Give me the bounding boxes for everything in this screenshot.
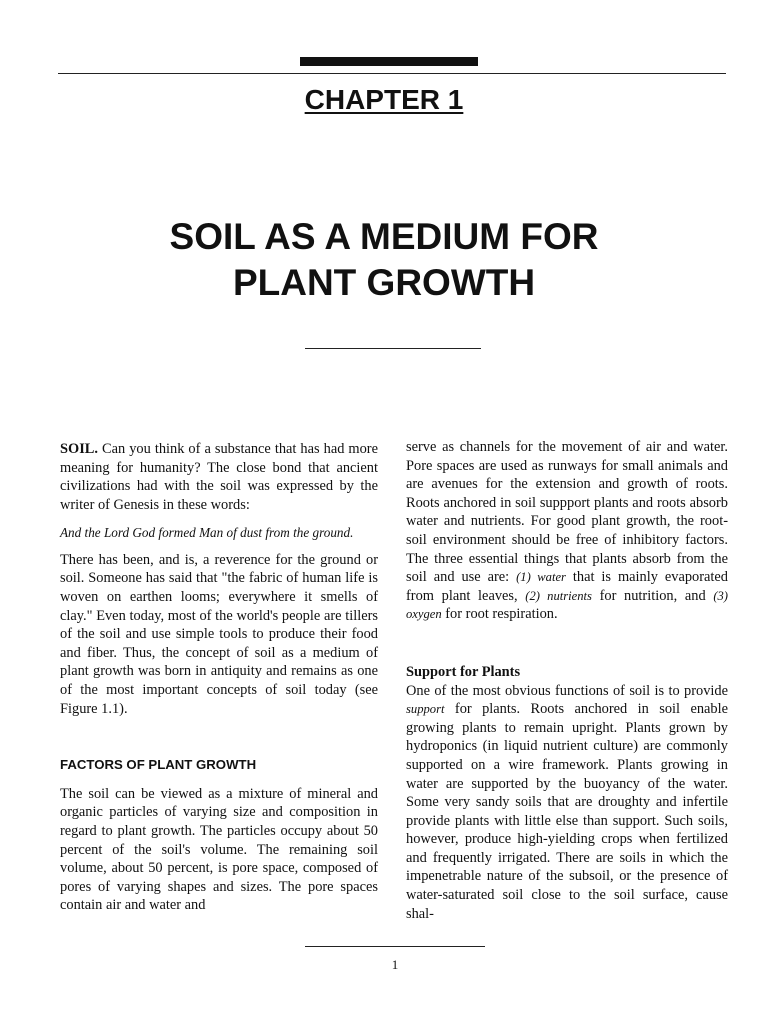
pore-space-text: serve as channels for the movement of air and water. Pore spaces are used as runways for small animals and are avenues for the extension and growth of roots. Roots anchored in soil suppport plants and roots absorb water and nutrients. For good plant growth, the root-soil environment should be free of inhibitory factors. The three essential things that plants absorb from the soil and use are: — [406, 439, 728, 586]
section-heading: FACTORS OF PLANT GROWTH — [60, 757, 257, 773]
support-text-before: One of the most obvious functions of soil is to provide — [406, 682, 728, 699]
lead-word: SOIL. — [60, 441, 98, 457]
item-nutrients: (2) nutrients — [525, 588, 592, 603]
header-rule — [58, 73, 726, 74]
reverence-paragraph: There has been, and is, a reverence for the ground or soil. Someone has said that "the fabric of human life is woven on earthen looms; everywhere it smells of clay." Even today, most of the world's people are tillers of the soil and use simple tools to produce their food and fiber. Thus, the concept of soil as a medium of plant growth was born in antiquity and remains as one of the most important concepts of soil today (see Figure 1.1). — [60, 551, 378, 717]
subsection-heading: Support for Plants — [406, 663, 521, 680]
chapter-label: CHAPTER 1 — [304, 84, 464, 115]
support-text-after: for plants. Roots anchored in soil enable growing plants to remain upright. Plants grown by hydroponics (in liquid nutrient culture) are commonly supported on a wire framework. Plants growing in water are supported by the buoyancy of the water. Some very sandy soils that are droughty and infertile provide plants with little else than support. Such soils, however, produce high-yielding crops when fertilized and frequently irrigated. There are soils in which the impenetrable nature of the subsoil, or the presence of water-saturated soil close to the soil surface, cause shal- — [406, 701, 728, 922]
right-column — [406, 438, 728, 923]
page-number: 1 — [391, 957, 399, 972]
title-rule — [305, 348, 481, 349]
item-water: (1) water — [516, 570, 566, 585]
genesis-quote: And the Lord God formed Man of dust from the ground. — [60, 525, 354, 541]
intro-text: Can you think of a substance that has had more meaning for humanity? The close bond that ancient civilizations had with the soil was expressed by the writer of Genesis in these words: — [60, 441, 378, 513]
footer-rule — [305, 946, 485, 947]
chapter-title-line-1: SOIL AS A MEDIUM FOR — [169, 216, 599, 257]
item-oxygen-text: for root respiration. — [441, 606, 558, 623]
chapter-title-line-2: PLANT GROWTH — [232, 262, 536, 303]
chapter-top-bar — [300, 57, 478, 66]
item-oxygen: (3) oxygen — [406, 588, 728, 622]
chapter-title — [0, 214, 768, 306]
left-column — [60, 440, 378, 915]
factors-paragraph: The soil can be viewed as a mixture of mineral and organic particles of varying size and composition in regard to plant growth. The particles occupy about 50 percent of the soil's volume. The remaining soil volume, about 50 percent, is pore space, composed of pores of varying shapes and sizes. The pore spaces contain air and water and — [60, 785, 378, 914]
item-water-text: that is mainly evaporated from plant leaves, — [406, 569, 728, 604]
item-nutrients-text: for nutrition, and — [591, 587, 714, 604]
support-paragraph — [406, 682, 728, 924]
pore-space-paragraph — [406, 438, 728, 624]
intro-paragraph — [60, 440, 378, 514]
support-emphasis: support — [406, 702, 445, 717]
